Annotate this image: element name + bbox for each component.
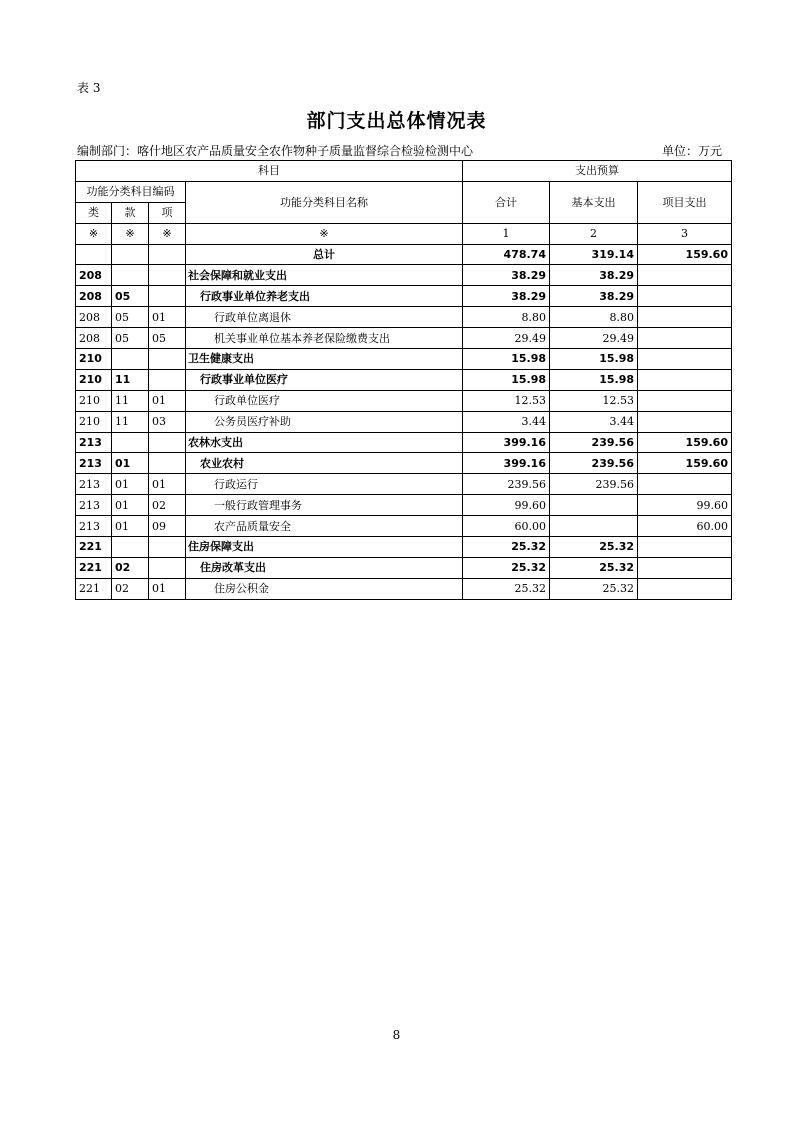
lei-cell: 210 bbox=[76, 369, 112, 390]
table-row bbox=[76, 453, 732, 474]
name-cell: 总计 bbox=[186, 244, 463, 265]
lei-cell: 213 bbox=[76, 474, 112, 495]
xiang-cell: 01 bbox=[149, 578, 186, 599]
project-cell bbox=[638, 411, 732, 432]
project-cell bbox=[638, 474, 732, 495]
name-column-header: 功能分类科目名称 bbox=[186, 181, 463, 223]
name-cell: 农业农村 bbox=[186, 453, 463, 474]
mark-cell: ※ bbox=[76, 223, 112, 244]
xiang-cell: 01 bbox=[149, 307, 186, 328]
project-column-header: 项目支出 bbox=[638, 181, 732, 223]
name-cell: 卫生健康支出 bbox=[186, 349, 463, 370]
lei-cell: 221 bbox=[76, 537, 112, 558]
kuan-cell: 11 bbox=[112, 369, 149, 390]
xiang-cell: 09 bbox=[149, 516, 186, 537]
project-cell: 99.60 bbox=[638, 495, 732, 516]
name-cell: 行政事业单位医疗 bbox=[186, 369, 463, 390]
kuan-cell: 05 bbox=[112, 286, 149, 307]
basic-cell: 8.80 bbox=[550, 307, 638, 328]
kuan-cell: 02 bbox=[112, 578, 149, 599]
name-cell: 农林水支出 bbox=[186, 432, 463, 453]
project-cell bbox=[638, 390, 732, 411]
total-column-header: 合计 bbox=[463, 181, 550, 223]
total-cell: 38.29 bbox=[463, 265, 550, 286]
basic-cell: 38.29 bbox=[550, 265, 638, 286]
total-cell: 15.98 bbox=[463, 369, 550, 390]
total-cell: 99.60 bbox=[463, 495, 550, 516]
project-cell bbox=[638, 369, 732, 390]
project-cell bbox=[638, 349, 732, 370]
kuan-cell: 01 bbox=[112, 453, 149, 474]
basic-cell: 25.32 bbox=[550, 578, 638, 599]
table-row bbox=[76, 432, 732, 453]
xiang-cell bbox=[149, 432, 186, 453]
project-cell bbox=[638, 537, 732, 558]
project-cell: 159.60 bbox=[638, 244, 732, 265]
kuan-cell: 11 bbox=[112, 411, 149, 432]
name-cell: 机关事业单位基本养老保险缴费支出 bbox=[186, 328, 463, 349]
total-cell: 478.74 bbox=[463, 244, 550, 265]
lei-cell: 208 bbox=[76, 328, 112, 349]
table-row bbox=[76, 557, 732, 578]
header-row-2 bbox=[76, 181, 732, 202]
project-cell bbox=[638, 328, 732, 349]
lei-cell: 213 bbox=[76, 516, 112, 537]
total-cell: 399.16 bbox=[463, 453, 550, 474]
lei-cell: 208 bbox=[76, 286, 112, 307]
table-row bbox=[76, 578, 732, 599]
kuan-cell: 05 bbox=[112, 328, 149, 349]
kuan-cell: 11 bbox=[112, 390, 149, 411]
xiang-cell: 01 bbox=[149, 390, 186, 411]
total-cell: 15.98 bbox=[463, 349, 550, 370]
mark-cell: ※ bbox=[149, 223, 186, 244]
kuan-cell bbox=[112, 244, 149, 265]
xiang-cell bbox=[149, 286, 186, 307]
lei-cell: 213 bbox=[76, 453, 112, 474]
header-row-1 bbox=[76, 161, 732, 182]
lei-cell: 210 bbox=[76, 390, 112, 411]
table-row bbox=[76, 369, 732, 390]
total-cell: 25.32 bbox=[463, 557, 550, 578]
table-label: 表 3 bbox=[77, 81, 101, 95]
kuan-cell: 02 bbox=[112, 557, 149, 578]
index-cell: 1 bbox=[463, 223, 550, 244]
xiang-cell bbox=[149, 369, 186, 390]
xiang-cell bbox=[149, 349, 186, 370]
total-cell: 38.29 bbox=[463, 286, 550, 307]
project-cell bbox=[638, 265, 732, 286]
name-cell: 行政单位离退休 bbox=[186, 307, 463, 328]
table-row bbox=[76, 537, 732, 558]
xiang-cell: 01 bbox=[149, 474, 186, 495]
kuan-cell: 01 bbox=[112, 495, 149, 516]
total-cell: 239.56 bbox=[463, 474, 550, 495]
basic-cell bbox=[550, 495, 638, 516]
name-cell: 住房保障支出 bbox=[186, 537, 463, 558]
lei-cell: 210 bbox=[76, 411, 112, 432]
table-row bbox=[76, 265, 732, 286]
total-cell: 25.32 bbox=[463, 537, 550, 558]
kuan-header: 款 bbox=[112, 202, 149, 223]
project-cell: 60.00 bbox=[638, 516, 732, 537]
xiang-cell: 05 bbox=[149, 328, 186, 349]
basic-cell: 3.44 bbox=[550, 411, 638, 432]
total-cell: 25.32 bbox=[463, 578, 550, 599]
table-row bbox=[76, 474, 732, 495]
unit-label: 单位：万元 bbox=[662, 144, 723, 158]
kuan-cell bbox=[112, 432, 149, 453]
table-row bbox=[76, 328, 732, 349]
total-cell: 29.49 bbox=[463, 328, 550, 349]
budget-header: 支出预算 bbox=[463, 161, 732, 182]
name-cell: 行政单位医疗 bbox=[186, 390, 463, 411]
basic-cell: 239.56 bbox=[550, 432, 638, 453]
table-row bbox=[76, 495, 732, 516]
name-cell: 社会保障和就业支出 bbox=[186, 265, 463, 286]
kuan-cell bbox=[112, 349, 149, 370]
basic-cell: 25.32 bbox=[550, 537, 638, 558]
xiang-cell bbox=[149, 265, 186, 286]
page-number: 8 bbox=[392, 1028, 401, 1042]
xiang-cell: 03 bbox=[149, 411, 186, 432]
basic-cell: 12.53 bbox=[550, 390, 638, 411]
kuan-cell: 01 bbox=[112, 516, 149, 537]
table-row bbox=[76, 411, 732, 432]
name-cell: 住房改革支出 bbox=[186, 557, 463, 578]
xiang-cell bbox=[149, 244, 186, 265]
project-cell bbox=[638, 557, 732, 578]
total-cell: 8.80 bbox=[463, 307, 550, 328]
lei-cell: 208 bbox=[76, 265, 112, 286]
basic-cell: 29.49 bbox=[550, 328, 638, 349]
index-cell: 2 bbox=[550, 223, 638, 244]
table-row bbox=[76, 516, 732, 537]
xiang-cell: 02 bbox=[149, 495, 186, 516]
table-row bbox=[76, 244, 732, 265]
basic-cell: 38.29 bbox=[550, 286, 638, 307]
department-label: 编制部门：喀什地区农产品质量安全农作物种子质量监督综合检验检测中心 bbox=[77, 144, 474, 158]
lei-cell: 213 bbox=[76, 495, 112, 516]
page-title: 部门支出总体情况表 bbox=[306, 110, 487, 132]
name-cell: 行政运行 bbox=[186, 474, 463, 495]
basic-cell: 239.56 bbox=[550, 453, 638, 474]
project-cell bbox=[638, 578, 732, 599]
kuan-cell bbox=[112, 537, 149, 558]
table-row bbox=[76, 307, 732, 328]
total-cell: 12.53 bbox=[463, 390, 550, 411]
mark-cell: ※ bbox=[186, 223, 463, 244]
table-row bbox=[76, 286, 732, 307]
basic-cell: 15.98 bbox=[550, 369, 638, 390]
lei-header: 类 bbox=[76, 202, 112, 223]
project-cell: 159.60 bbox=[638, 453, 732, 474]
mark-cell: ※ bbox=[112, 223, 149, 244]
xiang-cell bbox=[149, 557, 186, 578]
lei-cell: 221 bbox=[76, 557, 112, 578]
total-cell: 3.44 bbox=[463, 411, 550, 432]
kuan-cell: 05 bbox=[112, 307, 149, 328]
index-cell: 3 bbox=[638, 223, 732, 244]
table-row bbox=[76, 390, 732, 411]
name-cell: 农产品质量安全 bbox=[186, 516, 463, 537]
basic-cell: 239.56 bbox=[550, 474, 638, 495]
project-cell bbox=[638, 307, 732, 328]
basic-cell bbox=[550, 516, 638, 537]
kuan-cell: 01 bbox=[112, 474, 149, 495]
name-cell: 一般行政管理事务 bbox=[186, 495, 463, 516]
project-cell: 159.60 bbox=[638, 432, 732, 453]
header-row-4 bbox=[76, 223, 732, 244]
name-cell: 住房公积金 bbox=[186, 578, 463, 599]
project-cell bbox=[638, 286, 732, 307]
total-cell: 399.16 bbox=[463, 432, 550, 453]
basic-cell: 25.32 bbox=[550, 557, 638, 578]
total-cell: 60.00 bbox=[463, 516, 550, 537]
xiang-cell bbox=[149, 537, 186, 558]
expenditure-table bbox=[75, 160, 732, 600]
name-cell: 行政事业单位养老支出 bbox=[186, 286, 463, 307]
lei-cell: 210 bbox=[76, 349, 112, 370]
basic-column-header: 基本支出 bbox=[550, 181, 638, 223]
lei-cell: 221 bbox=[76, 578, 112, 599]
name-cell: 公务员医疗补助 bbox=[186, 411, 463, 432]
basic-cell: 319.14 bbox=[550, 244, 638, 265]
lei-cell: 213 bbox=[76, 432, 112, 453]
table-row bbox=[76, 349, 732, 370]
kuan-cell bbox=[112, 265, 149, 286]
code-group-header: 功能分类科目编码 bbox=[76, 181, 186, 202]
lei-cell: 208 bbox=[76, 307, 112, 328]
subject-header: 科目 bbox=[76, 161, 463, 182]
xiang-header: 项 bbox=[149, 202, 186, 223]
lei-cell bbox=[76, 244, 112, 265]
basic-cell: 15.98 bbox=[550, 349, 638, 370]
xiang-cell bbox=[149, 453, 186, 474]
